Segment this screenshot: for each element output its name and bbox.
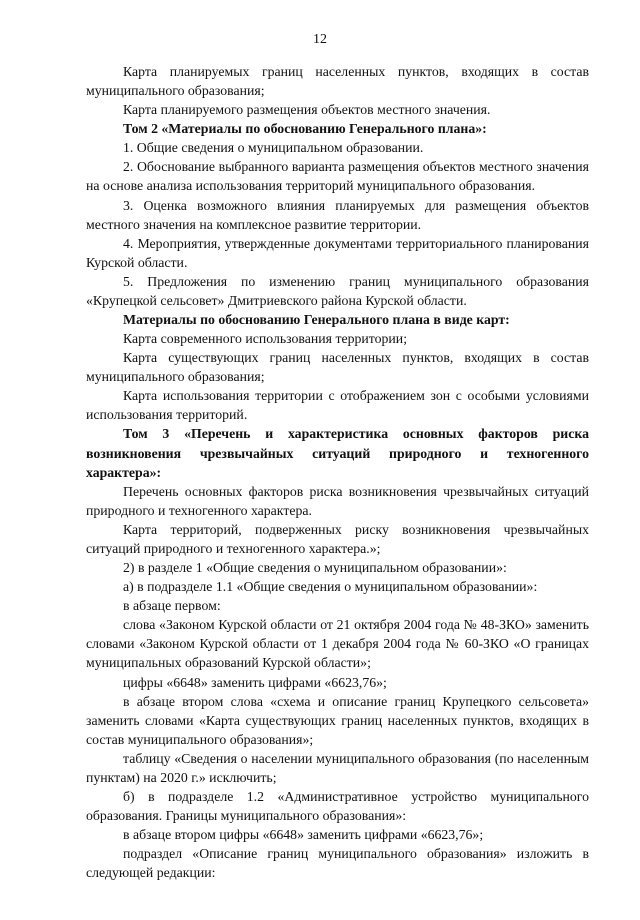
paragraph: 2) в разделе 1 «Общие сведения о муниципальном образовании»:	[123, 560, 507, 576]
paragraph: б) в подразделе 1.2 «Административное устройство муниципального образования. Границы муниципального образования»:	[86, 788, 589, 824]
paragraph: таблицу «Сведения о населении муниципального образования (по населенным пунктам) на 2020 г.» исключить;	[86, 750, 589, 785]
paragraph: 1. Общие сведения о муниципальном образовании.	[123, 140, 424, 156]
section-heading: Том 2 «Материалы по обоснованию Генерального плана»:	[123, 121, 487, 137]
paragraph: в абзаце втором слова «схема и описание границ Крупецкого сельсовета» заменить словами «Карта существующих границ населенных пунктов, входящих в состав муниципального образования»;	[86, 693, 589, 747]
paragraph: цифры «6648» заменить цифрами «6623,76»;	[123, 674, 387, 690]
paragraph: Карта существующих границ населенных пунктов, входящих в состав муниципального образования;	[86, 350, 589, 385]
section-heading: Материалы по обоснованию Генерального плана в виде карт:	[123, 312, 510, 328]
paragraph: 3. Оценка возможного влияния планируемых для размещения объектов местного значения на комплексное развитие территории.	[86, 197, 589, 232]
paragraph: а) в подразделе 1.1 «Общие сведения о муниципальном образовании»:	[123, 579, 538, 595]
paragraph: Карта планируемых границ населенных пунктов, входящих в состав муниципального образования;	[86, 64, 589, 99]
paragraph: 2. Обоснование выбранного варианта размещения объектов местного значения на основе анализа использования территорий муниципального образования.	[86, 159, 589, 194]
paragraph: слова «Законом Курской области от 21 октября 2004 года № 48-ЗКО» заменить словами «Законом Курской области от 1 декабря 2004 года № 60-ЗКО «О границах муниципальных образований Курской области»;	[86, 617, 589, 671]
paragraph: Карта планируемого размещения объектов местного значения.	[123, 102, 491, 118]
page-number: 12	[313, 32, 327, 47]
paragraph: Карта использования территории с отображением зон с особыми условиями использования территорий.	[86, 388, 589, 423]
paragraph: 5. Предложения по изменению границ муниципального образования «Крупецкой сельсовет» Дмитриевского района Курской области.	[86, 273, 589, 308]
document-body	[86, 62, 589, 882]
paragraph: Карта современного использования территории;	[123, 331, 408, 347]
paragraph: подраздел «Описание границ муниципального образования» изложить в следующей редакции:	[86, 846, 589, 881]
paragraph: 4. Мероприятия, утвержденные документами территориального планирования Курской области.	[86, 235, 589, 270]
paragraph: Карта территорий, подверженных риску возникновения чрезвычайных ситуаций природного и техногенного характера.»;	[86, 521, 589, 556]
paragraph: в абзаце втором цифры «6648» заменить цифрами «6623,76»;	[123, 827, 484, 843]
paragraph: Перечень основных факторов риска возникновения чрезвычайных ситуаций природного и техногенного характера.	[86, 483, 589, 518]
section-heading: Том 3 «Перечень и характеристика основных факторов риска возникновения чрезвычайных ситуаций природного и техногенного характера»:	[86, 426, 589, 480]
paragraph: в абзаце первом:	[123, 598, 221, 614]
